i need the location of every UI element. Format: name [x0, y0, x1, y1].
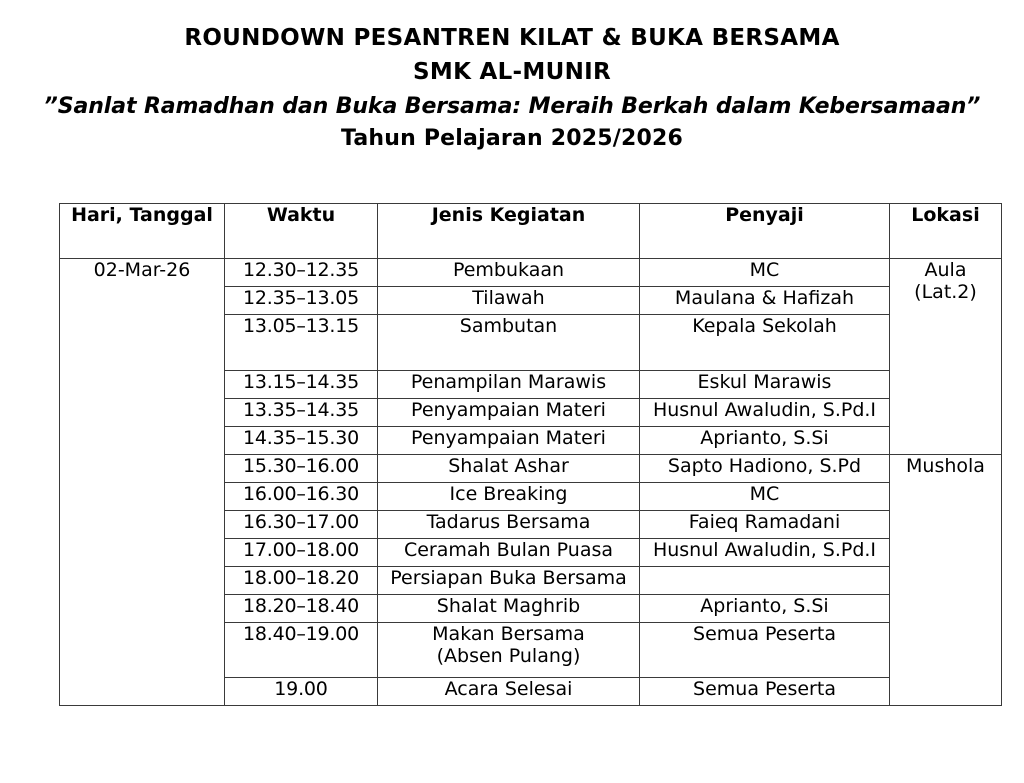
- cell-waktu: 17.00–18.00: [225, 539, 378, 567]
- cell-lokasi-mushola: Mushola: [890, 455, 1002, 706]
- cell-penyaji: MC: [640, 259, 890, 287]
- table-header: [60, 204, 1002, 259]
- rundown-table-wrapper: [59, 203, 1001, 706]
- cell-waktu: 18.00–18.20: [225, 567, 378, 595]
- cell-penyaji: Semua Peserta: [640, 623, 890, 678]
- cell-jenis-line2: (Absen Pulang): [436, 645, 581, 668]
- cell-penyaji: Kepala Sekolah: [640, 315, 890, 371]
- cell-jenis-kegiatan: [378, 623, 640, 678]
- cell-waktu: 14.35–15.30: [225, 427, 378, 455]
- cell-waktu: 12.35–13.05: [225, 287, 378, 315]
- cell-jenis-kegiatan: Sambutan: [378, 315, 640, 371]
- cell-penyaji: Husnul Awaludin, S.Pd.I: [640, 539, 890, 567]
- cell-penyaji: Sapto Hadiono, S.Pd: [640, 455, 890, 483]
- column-header-jenis-kegiatan: Jenis Kegiatan: [378, 204, 640, 259]
- cell-waktu: 15.30–16.00: [225, 455, 378, 483]
- cell-jenis-kegiatan: Shalat Maghrib: [378, 595, 640, 623]
- cell-waktu: 16.30–17.00: [225, 511, 378, 539]
- table-body: [60, 259, 1002, 706]
- cell-penyaji: Aprianto, S.Si: [640, 595, 890, 623]
- cell-penyaji: MC: [640, 483, 890, 511]
- cell-jenis-kegiatan: Acara Selesai: [378, 678, 640, 706]
- column-header-penyaji: Penyaji: [640, 204, 890, 259]
- rundown-table: [59, 203, 1002, 706]
- cell-waktu: 16.00–16.30: [225, 483, 378, 511]
- cell-jenis-kegiatan: Persiapan Buka Bersama: [378, 567, 640, 595]
- cell-waktu: 13.15–14.35: [225, 371, 378, 399]
- cell-penyaji: [640, 567, 890, 595]
- cell-jenis-kegiatan: Ceramah Bulan Puasa: [378, 539, 640, 567]
- lokasi-aula-line2: (Lat.2): [914, 281, 977, 304]
- cell-waktu: 13.05–13.15: [225, 315, 378, 371]
- cell-penyaji: Faieq Ramadani: [640, 511, 890, 539]
- cell-jenis-kegiatan: Penampilan Marawis: [378, 371, 640, 399]
- cell-jenis-kegiatan: Tadarus Bersama: [378, 511, 640, 539]
- title-line-2: SMK AL-MUNIR: [413, 58, 611, 85]
- lokasi-aula-line1: Aula: [924, 259, 967, 281]
- cell-waktu: 18.20–18.40: [225, 595, 378, 623]
- cell-waktu: 13.35–14.35: [225, 399, 378, 427]
- cell-penyaji: Aprianto, S.Si: [640, 427, 890, 455]
- cell-lokasi-aula: [890, 259, 1002, 455]
- cell-penyaji: Husnul Awaludin, S.Pd.I: [640, 399, 890, 427]
- title-line-4-academic-year: Tahun Pelajaran 2025/2026: [341, 126, 683, 152]
- cell-waktu: 19.00: [225, 678, 378, 706]
- cell-date: 02-Mar-26: [60, 259, 225, 706]
- document-title-block: [0, 0, 1024, 154]
- column-header-hari-tanggal: Hari, Tanggal: [60, 204, 225, 259]
- title-line-3-theme: ”Sanlat Ramadhan dan Buka Bersama: Meraih Berkah dalam Kebersamaan”: [43, 93, 981, 119]
- cell-jenis-kegiatan: Pembukaan: [378, 259, 640, 287]
- cell-penyaji: Semua Peserta: [640, 678, 890, 706]
- cell-jenis-line1: Makan Bersama: [432, 623, 585, 645]
- column-header-lokasi: Lokasi: [890, 204, 1002, 259]
- cell-jenis-kegiatan: Shalat Ashar: [378, 455, 640, 483]
- column-header-waktu: Waktu: [225, 204, 378, 259]
- cell-waktu: 12.30–12.35: [225, 259, 378, 287]
- cell-penyaji: Eskul Marawis: [640, 371, 890, 399]
- table-header-row: [60, 204, 1002, 259]
- cell-waktu: 18.40–19.00: [225, 623, 378, 678]
- cell-penyaji: Maulana & Hafizah: [640, 287, 890, 315]
- cell-jenis-kegiatan: Ice Breaking: [378, 483, 640, 511]
- cell-jenis-kegiatan: Tilawah: [378, 287, 640, 315]
- cell-jenis-kegiatan: Penyampaian Materi: [378, 427, 640, 455]
- title-line-1: ROUNDOWN PESANTREN KILAT & BUKA BERSAMA: [184, 25, 840, 51]
- table-row: [60, 259, 1002, 287]
- cell-jenis-kegiatan: Penyampaian Materi: [378, 399, 640, 427]
